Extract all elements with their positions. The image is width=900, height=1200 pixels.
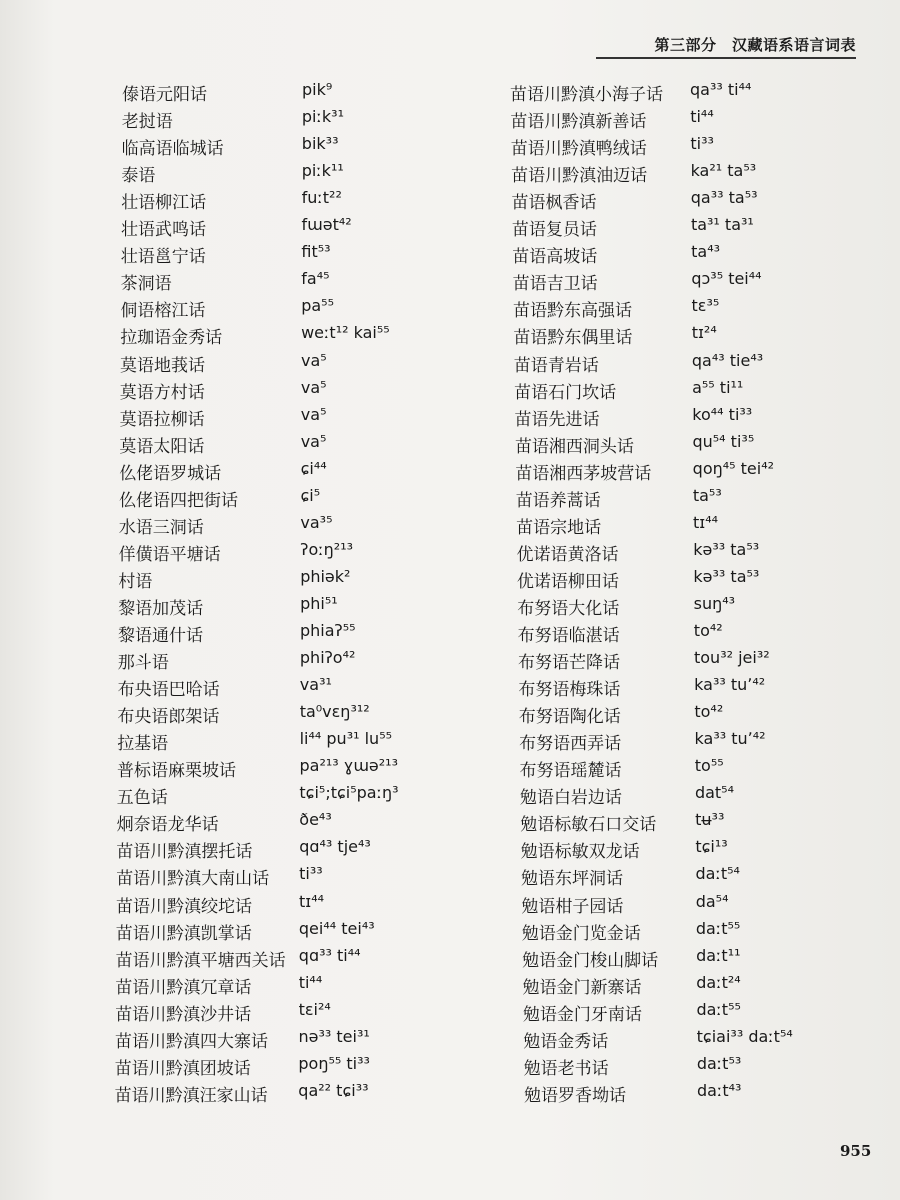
word-form: ti⁴⁴ [298,972,323,992]
word-entry [0,378,900,405]
word-form: daːt²⁴ [696,972,741,992]
word-form: daːt⁵³ [696,1053,742,1073]
language-name: 勉语白岩边话 [519,788,622,809]
word-form: daːt⁵⁵ [695,918,741,938]
language-name: 苗语湘西洞头话 [514,436,634,457]
language-name: 勉语金门览金话 [521,923,641,944]
language-name: 勉语金门新寨话 [522,977,642,998]
word-entry [0,215,900,242]
word-entry [0,134,900,161]
word-form: ta³¹ ta³¹ [690,215,754,235]
word-form: tʉ³³ [695,810,725,830]
language-name: 布努语芒降话 [517,653,620,674]
word-form: qɑ³³ ti⁴⁴ [298,945,361,965]
word-form: tou³² jei³² [693,648,770,668]
language-name: 勉语标敏石口交话 [520,815,657,836]
language-name: 侗语榕江话 [120,301,206,322]
language-name: 苗语川黔滇凯掌话 [115,923,252,944]
word-form: kə³³ ta⁵³ [693,566,760,586]
word-form: ta⁰vɛŋ³¹² [299,702,370,722]
language-name: 苗语复员话 [511,220,597,241]
word-entry [0,269,900,296]
word-entry [0,242,900,269]
word-entry [0,567,900,594]
word-form: to⁴² [693,621,723,640]
word-entry [0,540,900,567]
word-form: qa³³ ti⁴⁴ [690,80,752,99]
language-name: 优诺语黄洛话 [516,544,619,565]
word-entry [0,1027,900,1054]
language-name: 苗语先进话 [514,409,600,430]
language-name: 布努语临湛话 [517,626,620,646]
word-entry [0,648,900,675]
word-form: qɔ³⁵ tei⁴⁴ [691,269,762,289]
word-entry [0,675,900,702]
word-entry [0,161,900,188]
word-form: ðe⁴³ [299,810,332,830]
word-form: li⁴⁴ pu³¹ lu⁵⁵ [299,729,393,749]
word-form: ti⁴⁴ [690,107,714,127]
language-name: 五色话 [116,788,168,809]
word-form: qa³³ ta⁵³ [690,188,758,208]
language-name: 炯奈语龙华话 [116,815,219,836]
word-form: bik³³ [301,134,339,154]
word-form: to⁴² [694,702,724,722]
word-form: ka³³ tuʼ⁴² [694,729,766,749]
language-name: 苗语川黔滇团坡话 [114,1058,251,1079]
language-name: 布央语巴哈话 [117,680,220,701]
word-form: daːt⁵⁴ [695,864,740,884]
word-entry [0,107,900,134]
word-entry [0,810,900,837]
word-form: daːt¹¹ [696,945,741,965]
word-form: qei⁴⁴ tei⁴³ [298,918,375,938]
language-name: 勉语金门牙南话 [522,1004,642,1025]
language-name: 苗语川黔滇大南山话 [116,869,270,890]
word-form: pik⁹ [302,80,333,99]
word-entry [0,513,900,540]
word-form: phiək² [300,566,351,586]
language-name: 黎语加茂话 [118,598,204,619]
word-form: piːk³¹ [301,107,344,127]
word-entry [0,459,900,486]
language-name: 临高语临城话 [121,139,224,160]
word-entry [0,323,900,350]
word-form: ɕi⁵ [300,485,321,505]
word-form: tɕiai³³ daːt⁵⁴ [696,1026,793,1046]
language-name: 苗语川黔滇油迈话 [511,166,648,187]
word-entry [0,702,900,729]
language-name: 勉语罗香坳话 [524,1085,627,1106]
running-header: 第三部分 汉藏语系语言词表 [654,36,856,54]
language-name: 勉语柑子园话 [521,896,624,917]
word-form: da⁵⁴ [695,891,729,911]
word-form: fuːt²² [301,188,342,208]
language-name: 壮语邕宁话 [120,247,206,268]
language-name: 老挝语 [121,112,173,133]
language-name: 黎语通什话 [118,626,203,646]
word-form: qɑ⁴³ tje⁴³ [299,837,371,857]
header-rule [596,57,856,59]
language-name: 苗语黔东高强话 [513,301,633,322]
word-entry [0,188,900,215]
word-form: tɛi²⁴ [298,999,331,1019]
language-name: 布努语陶化话 [518,707,621,728]
language-name: 佯僙语平塘话 [118,544,221,565]
word-entry [0,1081,900,1108]
language-name: 勉语标敏双龙话 [520,842,640,863]
word-entry [0,296,900,323]
word-form: ti³³ [690,134,714,154]
word-form: poŋ⁵⁵ ti³³ [298,1053,370,1073]
word-form: ko⁴⁴ ti³³ [692,404,753,424]
word-entry [0,864,900,891]
word-entry [0,919,900,946]
language-name: 水语三洞话 [118,517,204,538]
language-name: 苗语川黔滇绞坨话 [116,896,252,917]
language-name: 苗语吉卫话 [512,274,598,295]
word-form: suŋ⁴³ [693,593,736,613]
word-entry [0,594,900,621]
language-name: 仫佬语罗城话 [119,463,222,484]
language-name: 苗语川黔滇新善话 [510,112,647,133]
word-entry [0,405,900,432]
language-name: 苗语川黔滇冗章话 [115,977,252,998]
word-form: va⁵ [300,404,327,424]
language-name: 布央语郎架话 [117,707,220,728]
language-name: 苗语川黔滇平塘西关话 [115,950,286,971]
language-name: 壮语柳江话 [121,193,207,214]
language-name: 莫语太阳话 [119,436,205,457]
language-name: 苗语川黔滇沙井话 [115,1004,252,1025]
word-form: dat⁵⁴ [694,783,734,803]
language-name: 苗语养蒿话 [515,490,601,511]
word-form: daːt⁵⁵ [696,999,741,1019]
language-name: 茶洞语 [120,274,172,295]
word-form: qoŋ⁴⁵ tei⁴² [692,458,775,478]
language-name: 布努语瑶麓话 [519,761,622,782]
word-entry [0,486,900,513]
language-name: 莫语地莪话 [120,355,205,376]
language-name: 苗语枫香话 [511,193,597,214]
word-entry [0,837,900,864]
language-name: 布努语大化话 [517,598,620,619]
word-entry [0,351,900,378]
word-form: nə³³ tei³¹ [298,1026,370,1046]
language-name: 勉语金秀话 [523,1031,609,1052]
word-entry [0,1054,900,1081]
word-entry [0,432,900,459]
language-name: 勉语老书话 [523,1058,609,1079]
word-form: tɕi⁵;tɕi⁵paːŋ³ [299,783,399,803]
language-name: 苗语宗地话 [516,517,602,538]
word-form: ta⁴³ [691,242,721,262]
word-form: daːt⁴³ [697,1080,742,1100]
word-form: fa⁴⁵ [301,269,330,289]
word-form: fɯət⁴² [301,215,352,235]
language-name: 拉珈语金秀话 [120,328,223,349]
word-entry [0,892,900,919]
word-entry [0,783,900,810]
word-form: tɛ³⁵ [691,296,720,316]
language-name: 莫语拉柳话 [119,409,205,430]
language-name: 勉语东坪洞话 [521,869,624,890]
word-form: qu⁵⁴ ti³⁵ [692,431,755,451]
word-form: tɕi¹³ [695,837,728,857]
word-form: pa⁵⁵ [301,296,334,316]
word-form: ta⁵³ [692,485,722,505]
language-name: 苗语川黔滇四大寨话 [115,1031,268,1052]
word-form: qa²² tɕi³³ [298,1080,369,1100]
word-entry [0,729,900,756]
word-form: tɪ⁴⁴ [693,512,719,532]
word-form: kə³³ ta⁵³ [693,539,760,559]
word-form: tɪ⁴⁴ [299,891,325,911]
word-entry [0,973,900,1000]
language-name: 苗语川黔滇摆托话 [116,842,253,863]
language-name: 优诺语柳田话 [516,571,619,592]
word-form: tɪ²⁴ [691,323,717,343]
word-form: phiʔo⁴² [299,648,356,668]
language-name: 苗语黔东偶里话 [513,328,633,349]
word-form: va⁵ [300,431,327,451]
language-name: 苗语川黔滇鸭绒话 [510,139,647,160]
language-name: 仫佬语四把街话 [119,490,238,511]
word-form: piːk¹¹ [301,161,344,181]
language-name: 布努语西弄话 [519,734,622,755]
language-name: 普标语麻栗坡话 [117,761,236,782]
word-entry [0,80,900,107]
word-form: va³⁵ [300,512,333,532]
word-entry [0,756,900,783]
word-form: phiaʔ⁵⁵ [300,621,356,640]
language-name: 莫语方村话 [119,382,205,403]
word-entry [0,1000,900,1027]
word-form: ɕi⁴⁴ [300,458,327,478]
word-form: ka³³ tuʼ⁴² [694,675,766,695]
word-form: va³¹ [299,675,332,695]
word-form: ti³³ [299,864,323,884]
language-name: 布努语梅珠话 [518,680,621,701]
word-form: ka²¹ ta⁵³ [690,161,757,181]
word-form: fit⁵³ [301,242,331,262]
word-form: pa²¹³ ɣɯə²¹³ [299,756,398,776]
language-name: 苗语高坡话 [512,247,598,268]
language-name: 傣语元阳话 [122,85,207,105]
word-form: ʔoːŋ²¹³ [300,539,354,559]
word-form: va⁵ [301,350,327,370]
word-form: va⁵ [300,377,327,397]
word-form: to⁵⁵ [694,756,724,776]
language-name: 壮语武鸣话 [121,220,206,241]
language-name: 苗语石门坎话 [514,382,617,403]
word-entry [0,621,900,648]
word-entry [0,946,900,973]
page-number: 955 [840,1142,872,1160]
language-name: 苗语川黔滇汪家山话 [114,1085,268,1106]
language-name: 村语 [118,571,153,592]
language-name: 苗语湘西茅坡营话 [515,463,652,484]
word-form: qa⁴³ tie⁴³ [691,350,764,370]
language-name: 拉基语 [117,734,169,755]
language-name: 那斗语 [117,653,169,674]
word-form: weːt¹² kai⁵⁵ [301,323,390,343]
word-form: a⁵⁵ ti¹¹ [692,377,744,397]
language-name: 苗语川黔滇小海子话 [510,85,663,105]
language-name: 泰语 [121,166,156,187]
language-name: 苗语青岩话 [513,355,599,376]
word-form: phi⁵¹ [300,593,338,613]
language-name: 勉语金门梭山脚话 [522,950,659,971]
